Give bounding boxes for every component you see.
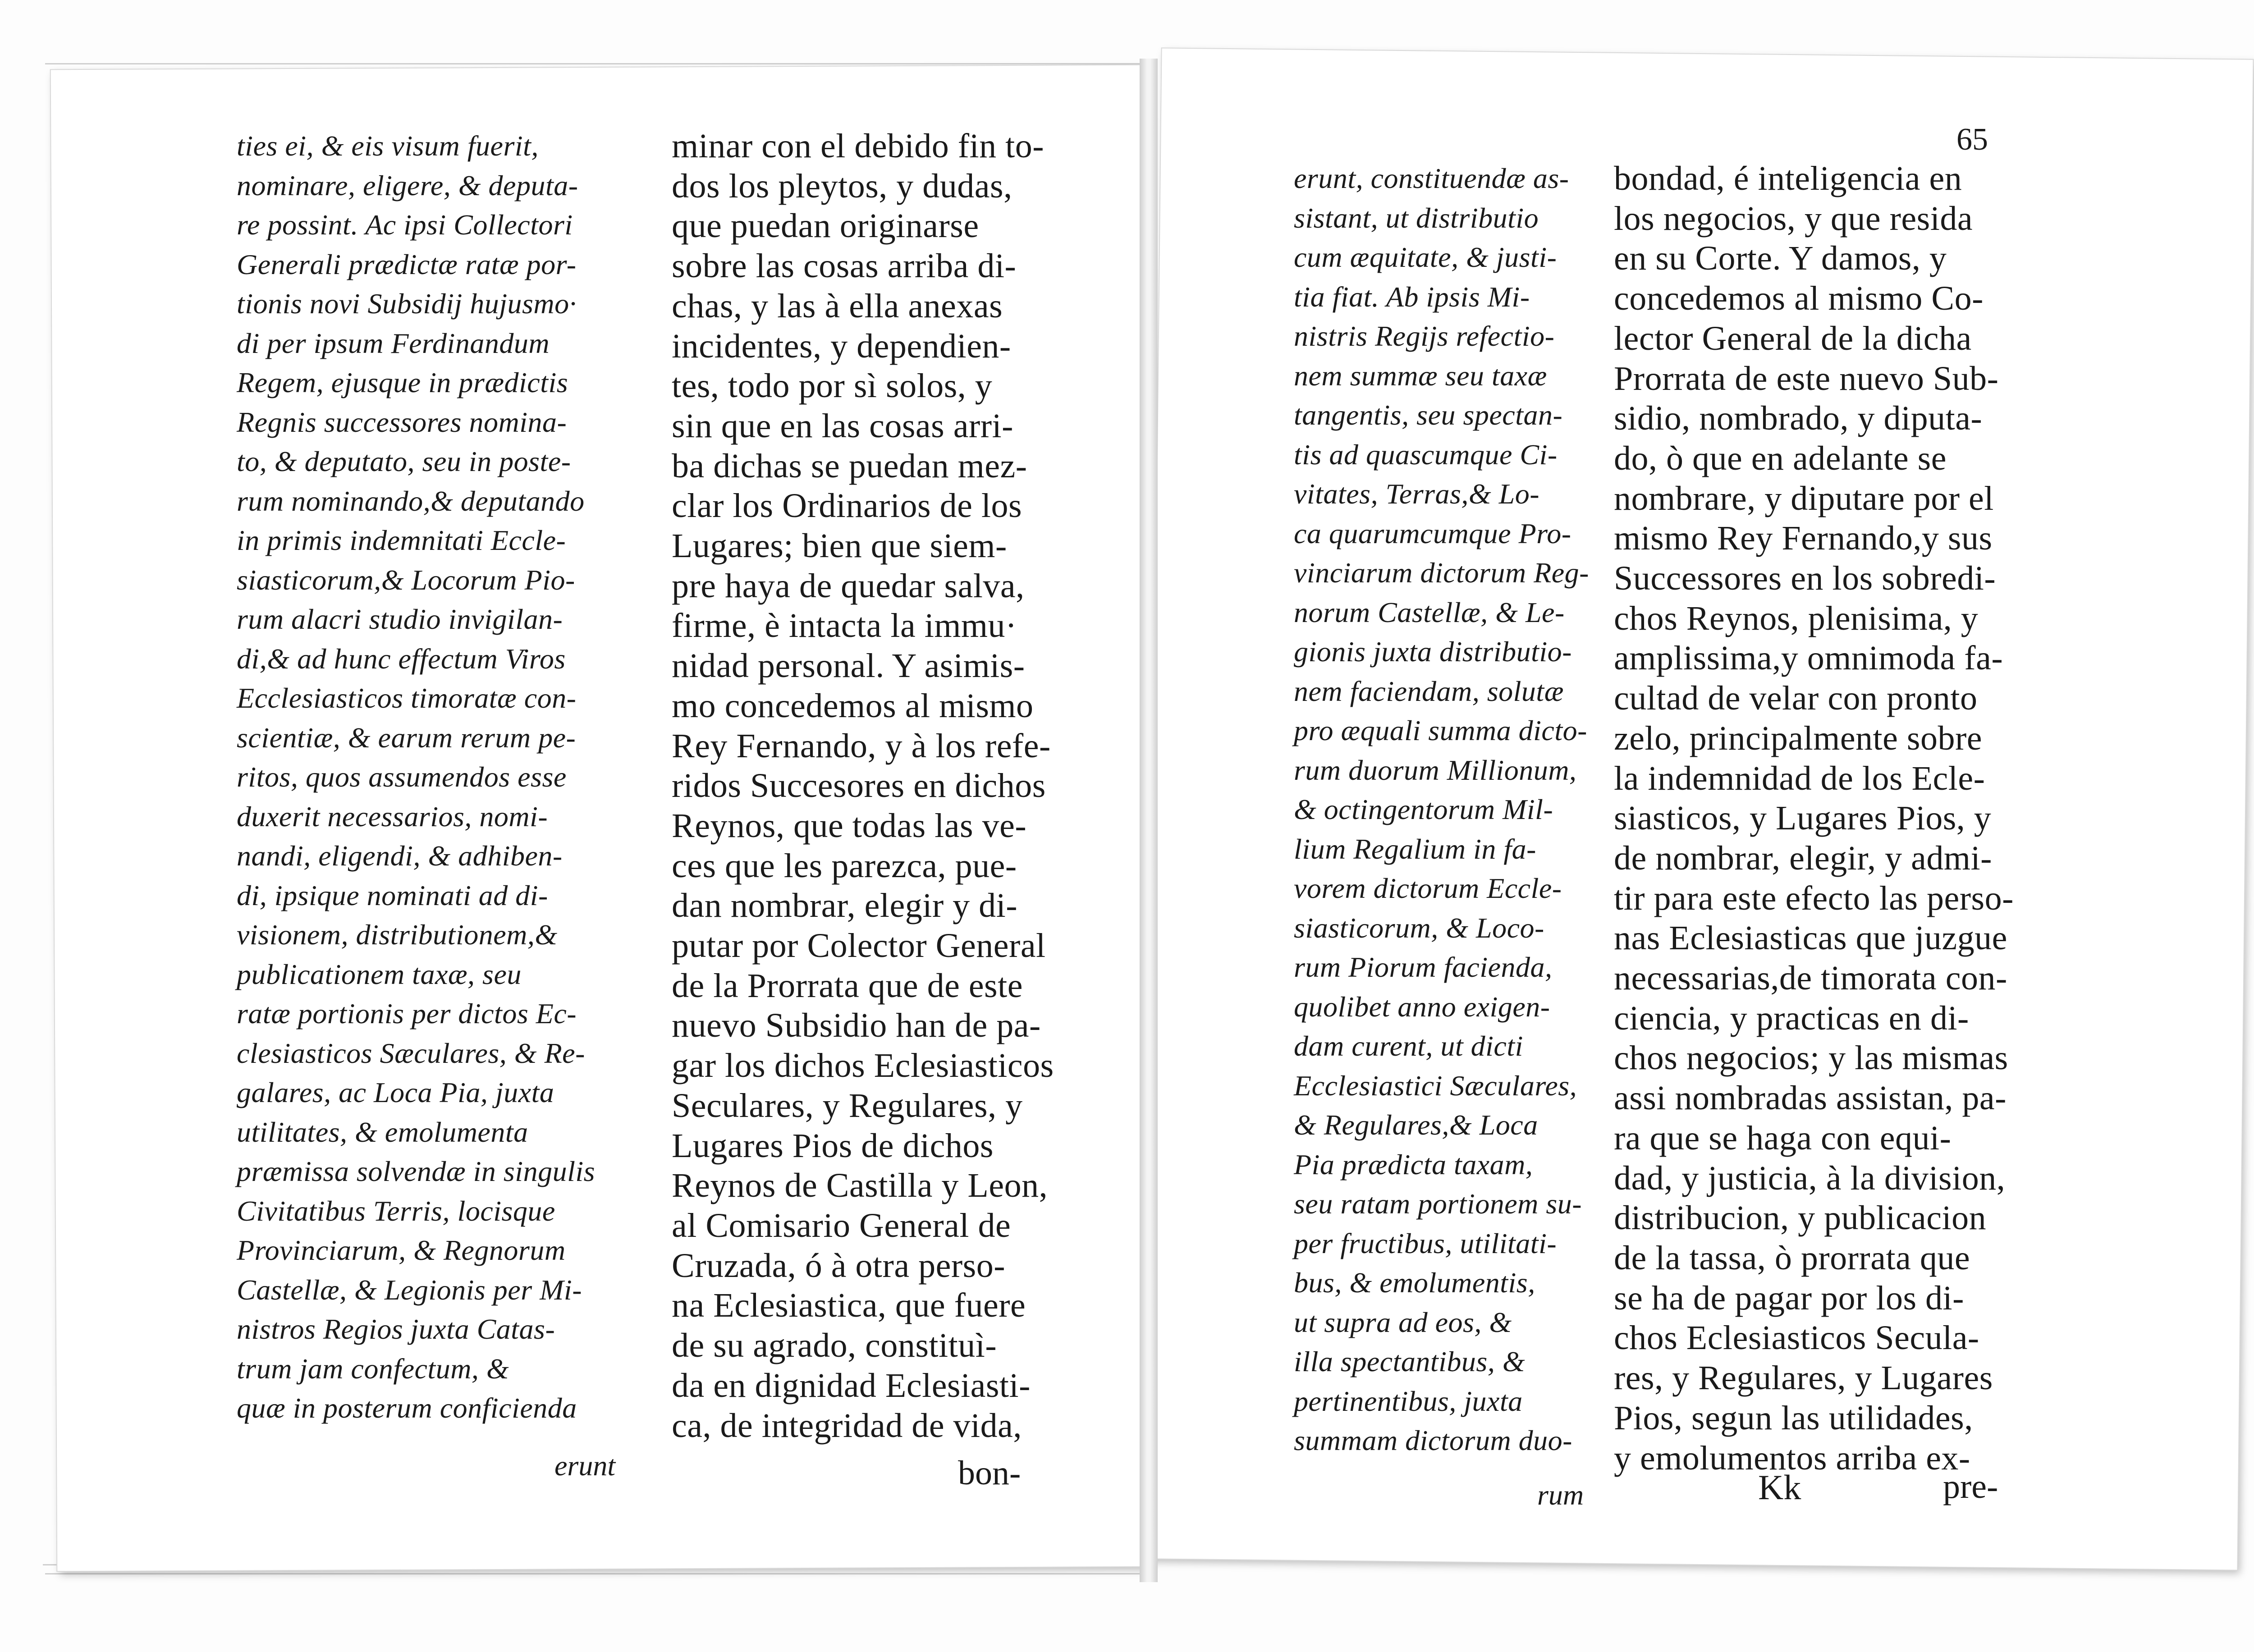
text-line: do, ò que en adelante se [1614, 439, 1947, 477]
text-line: siasticos, y Lugares Pios, y [1614, 799, 1992, 837]
signature-mark: Kk [1758, 1468, 1801, 1507]
text-line: mismo Rey Fernando,y sus [1614, 519, 1993, 558]
text-line: duxerit necessarios, nomi- [237, 800, 548, 833]
text-line: vorem dictorum Eccle- [1294, 872, 1562, 904]
text-line: putar por Colector General [672, 927, 1046, 965]
text-line: los negocios, y que resida [1614, 199, 1973, 238]
text-line: ba dichas se puedan mez- [672, 447, 1027, 485]
text-line: Pios, segun las utilidades, [1614, 1399, 1973, 1437]
text-line: nem faciendam, solutæ [1294, 675, 1564, 707]
text-line: distribucion, y publicacion [1614, 1199, 1987, 1237]
text-line: da en dignidad Eclesiasti- [672, 1366, 1031, 1405]
text-line: Rey Fernando, y à los refe- [672, 727, 1051, 765]
text-line: tes, todo por sì solos, y [672, 367, 993, 405]
text-line: Cruzada, ó à otra perso- [672, 1246, 1006, 1285]
text-line: dad, y justicia, à la division, [1614, 1159, 2006, 1197]
text-line: rum Piorum facienda, [1294, 951, 1553, 983]
text-line: pro æquali summa dicto- [1294, 714, 1587, 746]
text-line: Reynos de Castilla y Leon, [672, 1167, 1048, 1205]
text-line: scientiæ, & earum rerum pe- [237, 721, 576, 754]
text-line: summam dictorum duo- [1294, 1424, 1572, 1456]
text-line: per fructibus, utilitati- [1294, 1227, 1557, 1259]
text-line: Ecclesiastici Sæculares, [1294, 1069, 1577, 1102]
text-line: en su Corte. Y damos, y [1614, 239, 1947, 278]
text-line: publicationem taxæ, seu [237, 958, 522, 990]
text-line: ties ei, & eis visum fuerit, [237, 130, 539, 162]
text-line: Ecclesiasticos timoratæ con- [237, 682, 577, 714]
text-line: in primis indemnitati Eccle- [237, 524, 566, 556]
text-line: to, & deputato, seu in poste- [237, 445, 571, 477]
text-line: tionis novi Subsidij hujusmo· [237, 288, 577, 320]
text-line: incidentes, y dependien- [672, 327, 1011, 365]
text-line: na Eclesiastica, que fuere [672, 1286, 1026, 1325]
text-line: Regnis successores nomina- [237, 406, 567, 438]
text-line: quolibet anno exigen- [1294, 990, 1550, 1023]
text-line: di,& ad hunc effectum Viros [237, 642, 566, 675]
text-line: nas Eclesiasticas que juzgue [1614, 919, 2007, 957]
text-line: siasticorum, & Loco- [1294, 911, 1544, 944]
text-line: cultad de velar con pronto [1614, 679, 1978, 718]
text-line: de la Prorrata que de este [672, 966, 1023, 1005]
text-line: sidio, nombrado, y diputa- [1614, 399, 1983, 438]
left-spanish-catchword: bon- [958, 1454, 1021, 1492]
text-line: Lugares Pios de dichos [672, 1126, 994, 1165]
text-line: sistant, ut distributio [1294, 201, 1539, 234]
left-latin-catchword: erunt [554, 1450, 616, 1482]
text-line: de la tassa, ò prorrata que [1614, 1239, 1970, 1277]
text-line: chos Eclesiasticos Secula- [1614, 1319, 1979, 1357]
right-spanish-catchword: pre- [1943, 1468, 1998, 1506]
text-line: ra que se haga con equi- [1614, 1119, 1952, 1157]
text-line: nidad personal. Y asimis- [672, 647, 1025, 685]
text-line: sin que en las cosas arri- [672, 407, 1013, 445]
text-line: pre haya de quedar salva, [672, 567, 1025, 605]
text-line: Provinciarum, & Regnorum [237, 1234, 566, 1266]
text-line: ca quarumcumque Pro- [1294, 517, 1571, 549]
text-line: al Comisario General de [672, 1206, 1011, 1245]
text-line: res, y Regulares, y Lugares [1614, 1359, 1993, 1397]
text-line: tia fiat. Ab ipsis Mi- [1294, 280, 1530, 313]
text-line: ces que les parezca, pue- [672, 847, 1017, 885]
text-line: nandi, eligendi, & adhiben- [237, 840, 563, 872]
text-line: que puedan originarse [672, 207, 979, 245]
text-line: Successores en los sobredi- [1614, 559, 1996, 598]
book-gutter [1140, 59, 1158, 1582]
page-number: 65 [1956, 122, 1988, 157]
text-line: præmissa solvendæ in singulis [237, 1155, 596, 1187]
text-line: bus, & emolumentis, [1294, 1267, 1535, 1299]
text-line: assi nombradas assistan, pa- [1614, 1079, 2007, 1117]
left-latin-column [237, 126, 660, 1428]
text-line: nominare, eligere, & deputa- [237, 169, 578, 201]
text-line: y emolumentos arriba ex- [1614, 1439, 1970, 1477]
text-line: ridos Succesores en dichos [672, 767, 1046, 805]
page-stack-edge [45, 63, 1145, 64]
text-line: & Regulares,& Loca [1294, 1109, 1538, 1141]
text-line: tis ad quascumque Ci- [1294, 438, 1558, 471]
text-line: galares, ac Loca Pia, juxta [237, 1076, 554, 1108]
text-line: gar los dichos Eclesiasticos [672, 1047, 1054, 1085]
text-line: la indemnidad de los Ecle- [1614, 759, 1985, 797]
text-line: rum duorum Millionum, [1294, 754, 1577, 786]
text-line: dam curent, ut dicti [1294, 1030, 1523, 1062]
text-line: amplissima,y omnimoda fa- [1614, 639, 2003, 677]
text-line: ritos, quos assumendos esse [237, 761, 567, 793]
text-line: chos negocios; y las mismas [1614, 1039, 2008, 1077]
page-stack-edge [45, 1573, 1141, 1574]
text-line: nistros Regios juxta Catas- [237, 1313, 555, 1345]
text-line: nistris Regijs refectio- [1294, 320, 1555, 352]
text-line: ratæ portionis per dictos Ec- [237, 998, 577, 1030]
text-line: quæ in posterum conficienda [237, 1392, 577, 1424]
text-line: tir para este efecto las perso- [1614, 879, 2014, 917]
text-line: di, ipsique nominati ad di- [237, 879, 548, 911]
text-line: dan nombrar, elegir y di- [672, 887, 1018, 925]
text-line: necessarias,de timorata con- [1614, 959, 2007, 998]
text-line: Pia prædicta taxam, [1294, 1148, 1533, 1181]
text-line: chas, y las à ella anexas [672, 287, 1003, 325]
text-line: vitates, Terras,& Lo- [1294, 478, 1540, 510]
text-line: rum alacri studio invigilan- [237, 603, 563, 635]
text-line: gionis juxta distributio- [1294, 636, 1572, 668]
text-line: clar los Ordinarios de los [672, 487, 1022, 525]
text-line: clesiasticos Sæculares, & Re- [237, 1037, 585, 1069]
text-line: tangentis, seu spectan- [1294, 399, 1563, 431]
text-line: ut supra ad eos, & [1294, 1306, 1512, 1338]
text-line: vinciarum dictorum Reg- [1294, 557, 1589, 589]
text-line: Regem, ejusque in prædictis [237, 366, 568, 398]
text-line: ca, de integridad de vida, [672, 1406, 1022, 1445]
text-line: norum Castellæ, & Le- [1294, 596, 1565, 628]
text-line: bondad, é inteligencia en [1614, 160, 1962, 197]
text-line: re possint. Ac ipsi Collectori [237, 209, 573, 241]
text-line: minar con el debido fin to- [672, 127, 1045, 165]
text-line: chos Reynos, plenisima, y [1614, 599, 1979, 637]
text-line: di per ipsum Ferdinandum [237, 327, 550, 359]
right-latin-catchword: rum [1537, 1479, 1584, 1511]
text-line: utilitates, & emolumenta [237, 1116, 528, 1148]
text-line: cum æquitate, & justi- [1294, 241, 1557, 273]
text-line: de su agrado, constituì- [672, 1327, 997, 1365]
text-line: visionem, distributionem,& [237, 919, 558, 951]
text-line: Seculares, y Regulares, y [672, 1086, 1023, 1125]
text-line: nem summæ seu taxæ [1294, 359, 1547, 392]
text-line: concedemos al mismo Co- [1614, 279, 1984, 318]
text-line: siasticorum,& Locorum Pio- [237, 563, 575, 596]
text-line: Castellæ, & Legionis per Mi- [237, 1273, 582, 1306]
text-line: pertinentibus, juxta [1294, 1385, 1523, 1417]
text-line: de nombrar, elegir, y admi- [1614, 839, 1992, 877]
text-line: Civitatibus Terris, locisque [237, 1194, 555, 1227]
text-line: seu ratam portionem su- [1294, 1188, 1582, 1220]
text-line: nombrare, y diputare por el [1614, 479, 1994, 517]
text-line: Prorrata de este nuevo Sub- [1614, 359, 1999, 398]
text-line: Lugares; bien que siem- [672, 527, 1007, 565]
right-spanish-column [1614, 159, 2014, 1478]
text-line: firme, è intacta la immu· [672, 607, 1017, 645]
text-line: dos los pleytos, y dudas, [672, 167, 1012, 205]
text-line: lector General de la dicha [1614, 319, 1972, 357]
left-spanish-column [672, 126, 1059, 1446]
text-line: zelo, principalmente sobre [1614, 719, 1983, 757]
text-line: trum jam confectum, & [237, 1352, 509, 1385]
text-line: lium Regalium in fa- [1294, 833, 1536, 865]
text-line: sobre las cosas arriba di- [672, 247, 1017, 285]
text-line: se ha de pagar por los di- [1614, 1279, 1964, 1317]
text-line: ciencia, y practicas en di- [1614, 999, 1969, 1037]
text-line: rum nominando,& deputando [237, 485, 585, 517]
text-line: Reynos, que todas las ve- [672, 806, 1027, 845]
text-line: Generali prædictæ ratæ por- [237, 248, 577, 280]
text-line: & octingentorum Mil- [1294, 793, 1553, 825]
text-line: erunt, constituendæ as- [1294, 162, 1569, 194]
text-line: mo concedemos al mismo [672, 686, 1034, 725]
text-line: illa spectantibus, & [1294, 1345, 1526, 1377]
text-line: nuevo Subsidio han de pa- [672, 1007, 1041, 1045]
